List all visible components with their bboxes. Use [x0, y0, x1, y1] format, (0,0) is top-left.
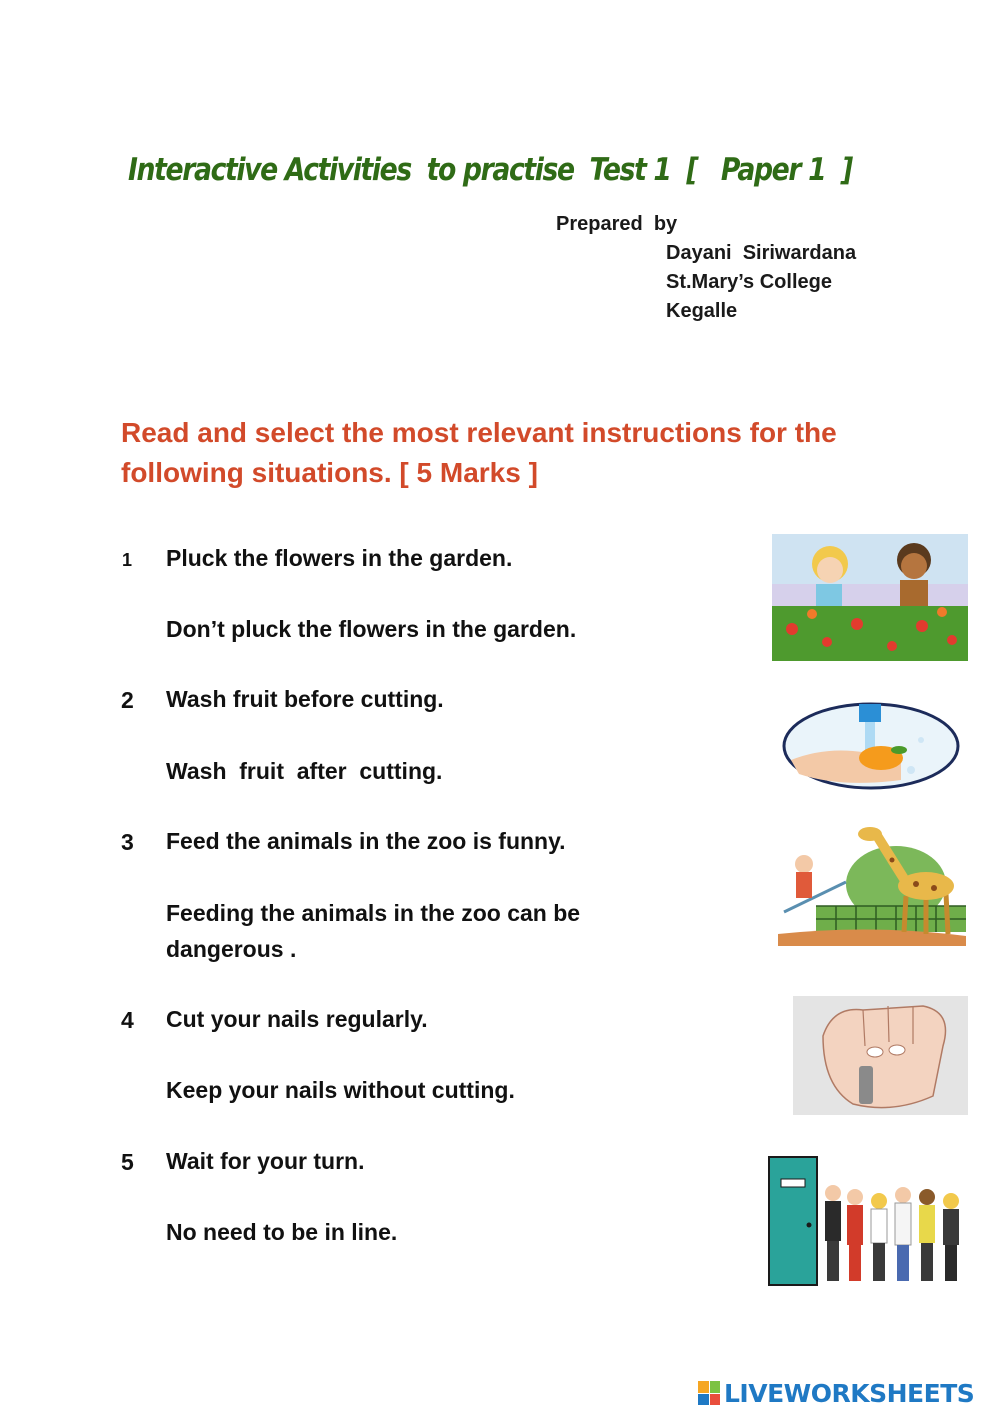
- answer-option[interactable]: No need to be in line.: [166, 1219, 398, 1245]
- prepared-by-label: Prepared by: [556, 213, 678, 235]
- question-number: 4: [121, 1007, 134, 1033]
- question-number: 1: [122, 550, 133, 570]
- answer-option[interactable]: Feeding the animals in the zoo can be dangerous .: [166, 900, 581, 962]
- logo-text: LIVEWORKSHEETS: [724, 1378, 975, 1408]
- answer-option[interactable]: Cut your nails regularly.: [166, 1006, 428, 1032]
- liveworksheets-logo: [698, 1378, 974, 1408]
- cutting-nails-icon: [793, 996, 968, 1115]
- question-number: 5: [121, 1149, 134, 1175]
- answer-option[interactable]: Don’t pluck the flowers in the garden.: [166, 616, 577, 642]
- worksheet-title: Interactive Activities to practise Test 1 [ Paper 1 ]: [128, 152, 852, 188]
- answer-option[interactable]: Wash fruit before cutting.: [166, 686, 444, 712]
- answer-option[interactable]: Pluck the flowers in the garden.: [166, 545, 513, 571]
- answer-option[interactable]: Wait for your turn.: [166, 1148, 365, 1174]
- answer-option[interactable]: Feed the animals in the zoo is funny.: [166, 828, 566, 854]
- answer-option[interactable]: Wash fruit after cutting.: [166, 758, 443, 784]
- question-number: 3: [121, 829, 134, 855]
- liveworksheets-logo-icon: [698, 1381, 720, 1405]
- author-school: St.Mary’s College: [666, 271, 832, 293]
- answer-option[interactable]: Keep your nails without cutting.: [166, 1077, 515, 1103]
- author-town: Kegalle: [666, 300, 738, 322]
- instruction-heading: Read and select the most relevant instructions for the following situations. [ 5 Marks ]: [121, 417, 837, 488]
- people-in-queue-icon: [767, 1155, 967, 1288]
- children-picking-flowers-icon: [772, 534, 968, 661]
- question-number: 2: [121, 687, 134, 713]
- author-name: Dayani Siriwardana: [666, 242, 857, 264]
- girl-feeding-giraffe-icon: [776, 824, 968, 946]
- washing-fruit-icon: [781, 700, 961, 792]
